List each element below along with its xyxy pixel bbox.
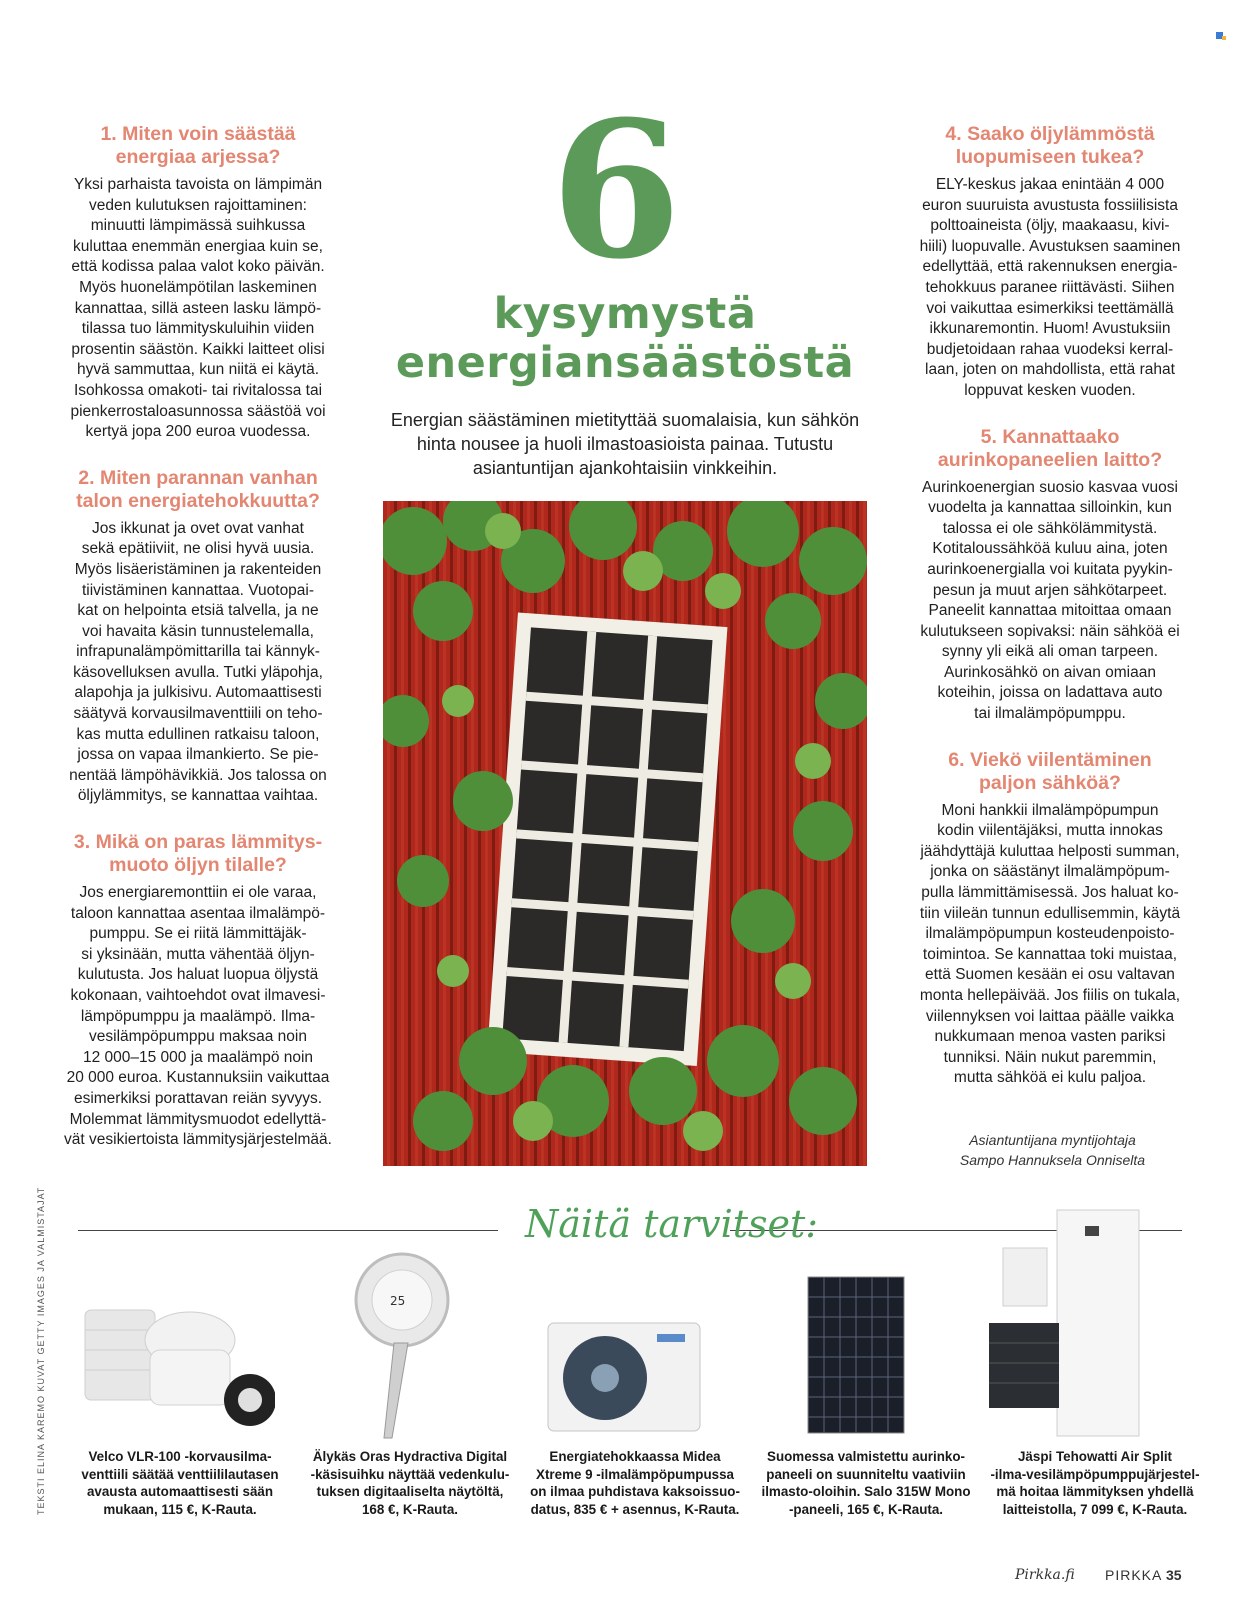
- question-body: ELY-keskus jakaa enintään 4 000 euron suuruista avustusta fossiilisista polttoaineista (öljy, maakaasu, kivi- hiili) luopuvalle. Avustuksen saaminen edellyttää, että rakennuksen energia- tehokkuus paranee riittävästi. Siihen voi vaikuttaa esimerkiksi teettämällä ikkunaremontin. Huom! Avustuksiin budjetoidaan rahaa vuodeksi kerral- laan, joten on mahdollista, että rahat loppuvat kesken vuoden.: [919, 176, 1181, 399]
- right-column: [905, 123, 1195, 1113]
- question-block: [60, 831, 336, 1151]
- window-ivy-photo: [383, 501, 867, 1166]
- question-block: [905, 749, 1195, 1089]
- headline: [360, 290, 890, 388]
- air-water-heat-pump-image: [985, 1208, 1145, 1438]
- question-body: Moni hankkii ilmalämpöpumpun kodin viilentäjäksi, mutta innokas jäähdyttäjä kuluttaa helposti summan, jonka on säästänyt ilmalämpöpum- pulla lämmittämisessä. Jos haluat ko- tiin viileän tunnun edullisemmin, käytä ilmalämpöpumpun kosteudenpoisto- toimintoa. Se kannattaa toki muistaa, että Suomen kesään ei osu valtavan monta hellepäivää. Jos fiilis on tukala, viilennyksen voi laittaa päälle vaikka nukkumaan menoa vasten pariksi tunniksi. Näin nukut paremmin, mutta sähköä ei kulu paljoa.: [919, 801, 1181, 1087]
- question-body: Yksi parhaista tavoista on lämpimän veden kulutuksen rajoittaminen: minuutti lämpimässä suihkussa kuluttaa enemmän energiaa kuin se, että kodissa palaa valot koko päivän. Myös huonelämpötilan laskeminen kannattaa, sillä asteen lasku lämpö- tilassa tuo lämmityskuluihin viiden prosentin säästön. Kaikki laitteet olisi hyvä sammuttaa, kun niitä ei käytä. Isohkossa omakoti- tai rivitalossa tai pienkerrostaloasunnossa säästöä voi kertyä jopa 200 euroa vuodessa.: [70, 176, 326, 441]
- headline-line-2: energiansäästöstä: [395, 338, 855, 388]
- question-body: Aurinkoenergian suosio kasvaa vuosi vuodelta ja kannattaa silloinkin, kun talossa ei ole sähkölämmitystä. Kotitaloussähköä kuluu aina, joten aurinkoenergialla voi kuitata pyykin- pesun ja muut arjen sähkötarpeet. Paneelit kannattaa mitoittaa omaan kulutukseen sopivaksi: näin sähköä ei synny yli eikä ali oman tarpeen. Aurinkosähkö on aivan omiaan koteihin, joissa on ladattava auto tai ilmalämpöpumppu.: [920, 478, 1180, 723]
- question-title: 5. Kannattaako aurinkopaneelien laitto?: [937, 425, 1163, 471]
- question-block: [60, 467, 336, 807]
- barn-window-illustration: [383, 501, 867, 1166]
- corner-mark-dot: [1222, 36, 1226, 40]
- photo-credit: TEKSTI ELINA KAREMO KUVAT GETTY IMAGES JA VALMISTAJAT: [36, 1186, 46, 1515]
- question-title: 4. Saako öljylämmöstä luopumiseen tukea?: [945, 123, 1155, 168]
- product-caption: Älykäs Oras Hydractiva Digital -käsisuihku näyttää vedenkulu- tuksen digitaaliselta näytöltä, 168 €, K-Rauta.: [310, 1449, 510, 1517]
- footer-site: Pirkka.fi: [1015, 1567, 1075, 1583]
- question-title: 1. Miten voin säästää energiaa arjessa?: [100, 123, 296, 168]
- product-caption: Suomessa valmistettu aurinko- paneeli on suunniteltu vaativiin ilmasto-oloihin. Salo 315W Mono -paneeli, 165 €, K-Rauta.: [761, 1449, 971, 1517]
- shower-head-image: [350, 1248, 460, 1443]
- question-block: [905, 123, 1195, 402]
- solar-panel-image: [806, 1275, 906, 1435]
- left-column: [60, 123, 336, 1175]
- question-title: 2. Miten parannan vanhan talon energiatehokkuutta?: [76, 466, 320, 512]
- lead-text: Energian säästäminen mietityttää suomalaisia, kun sähkön hinta nousee ja huoli ilmastoasioista painaa. Tutustu asiantuntijan ajankohtaisiin vinkkeihin.: [390, 410, 860, 478]
- window-frame: [487, 612, 727, 1066]
- big-number: 6: [550, 80, 682, 301]
- products-title: Näitä tarvitset:: [525, 1202, 819, 1246]
- svg-text:25: 25: [390, 1294, 406, 1308]
- question-body: Jos ikkunat ja ovet ovat vanhat sekä epätiiviit, ne olisi hyvä uusia. Myös lisäeristäminen ja rakenteiden tiivistäminen kannattaa. Vuotopai- kat on helpointa etsiä talvella, ja ne voi havaita käsin tunnustelemalla, infrapunalämpömittarilla tai kännyk- käsovelluksen avulla. Tutki yläpohja, alapohja ja julkisivu. Automaattisesti säätyvä korvausilmaventtiili on teho- kas mutta edullinen ratkaisu taloon, jossa on vapaa ilmankierto. Se pie- nentää lämpöhävikkiä. Jos talossa on öljylämmitys, se kannattaa vaihtaa.: [69, 519, 327, 805]
- vent-product-image: [75, 1290, 275, 1440]
- expert-caption: Asiantuntijana myntijohtaja Sampo Hannuksela Onniselta: [959, 1132, 1146, 1168]
- product-caption: Energiatehokkaassa Midea Xtreme 9 -ilmalämpöpumpussa on ilmaa puhdistava kaksoissuo- datus, 835 € + asennus, K-Rauta.: [530, 1449, 740, 1517]
- product-caption: Velco VLR-100 -korvausilma- venttiili säätää venttiililautasen avausta automaattisesti sään mukaan, 115 €, K-Rauta.: [81, 1449, 279, 1517]
- heat-pump-outdoor-unit-image: [545, 1320, 705, 1435]
- question-block: [60, 123, 336, 443]
- question-title: 6. Viekö viilentäminen paljon sähköä?: [948, 748, 1152, 794]
- footer-brand: PIRKKA: [1105, 1567, 1163, 1583]
- question-block: [905, 426, 1195, 725]
- question-body: Jos energiaremonttiin ei ole varaa, taloon kannattaa asentaa ilmalämpö- pumppu. Se ei riitä lämmittäjäk- si yksinään, mutta vähentää öljyn- kulutusta. Jos haluat luopua öljystä kokonaan, vaihtoehdot ovat ilmavesi- lämpöpumppu ja maalämpö. Ilma- vesilämpöpumppu maksaa noin 12 000–15 000 ja maalämpö noin 20 000 euroa. Kustannuksiin vaikuttaa esimerkiksi porattavan reiän syvyys. Molemmat lämmitysmuodot edellyttä- vät vesikiertoista lämmitysjärjestelmää.: [64, 884, 332, 1149]
- headline-line-1: kysymystä: [493, 289, 757, 339]
- divider-left: [78, 1230, 498, 1231]
- product-caption: Jäspi Tehowatti Air Split -ilma-vesilämpöpumppujärjestel- mä hoitaa lämmityksen yhdellä laitteistolla, 7 099 €, K-Rauta.: [990, 1449, 1200, 1517]
- question-title: 3. Mikä on paras lämmitys- muoto öljyn tilalle?: [73, 831, 323, 877]
- page-number: 35: [1166, 1567, 1182, 1583]
